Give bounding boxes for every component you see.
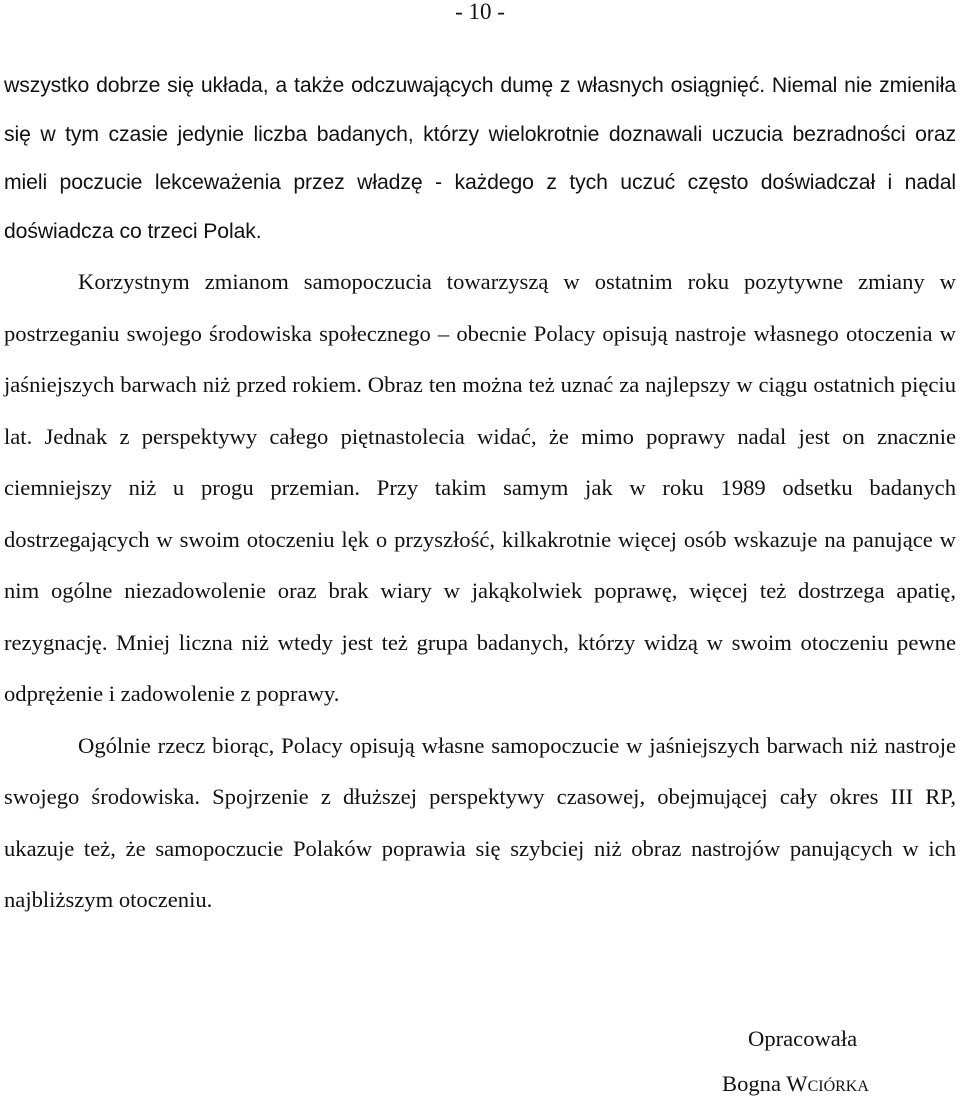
author-surname-rest: ciórka [807,1071,869,1096]
signature-role: Opracowała [748,1026,858,1051]
paragraph-1: wszystko dobrze się układa, a także odczuwających dumę z własnych osiągnięć. Niemal nie zmieniła się w tym czasie jedynie liczba badanych, którzy wielokrotnie doznawali uczucia bezradności oraz mieli poczucie lekceważenia przez władzę - każdego z tych uczuć często doświadczał i nadal doświadcza co trzeci Polak. [4,74,956,243]
signature-name [722,1067,942,1101]
paragraph-3: Ogólnie rzecz biorąc, Polacy opisują własne samopoczucie w jaśniejszych barwach niż nastroje swojego środowiska. Spojrzenie z dłuższej perspektywy czasowej, obejmującej cały okres III RP, ukazuje też, że samopoczucie Polaków poprawia się szybciej niż obraz nastrojów panujących w ich najbliższym otoczeniu. [4,732,956,912]
author-surname-initial: W [786,1071,808,1096]
author-surname [786,1071,869,1096]
author-first-name: Bogna [722,1071,781,1096]
body-text [4,62,956,926]
paragraph-2: Korzystnym zmianom samopoczucia towarzyszą w ostatnim roku pozytywne zmiany w postrzeganiu swojego środowiska społecznego – obecnie Polacy opisują nastroje własnego otoczenia w jaśniejszych barwach niż przed rokiem. Obraz ten można też uznać za najlepszy w ciągu ostatnich pięciu lat. Jednak z perspektywy całego piętnastolecia widać, że mimo poprawy nadal jest on znacznie ciemniejszy niż u progu przemian. Przy takim samym jak w roku 1989 odsetku badanych dostrzegających w swoim otoczeniu lęk o przyszłość, kilkakrotnie więcej osób wskazuje na panujące w nim ogólne niezadowolenie oraz brak wiary w jakąkolwiek poprawę, więcej też dostrzega apatię, rezygnację. Mniej liczna niż wtedy jest też grupa badanych, którzy widzą w swoim otoczeniu pewne odprężenie i zadowolenie z poprawy. [4,269,956,706]
page-number: - 10 - [455,0,505,24]
